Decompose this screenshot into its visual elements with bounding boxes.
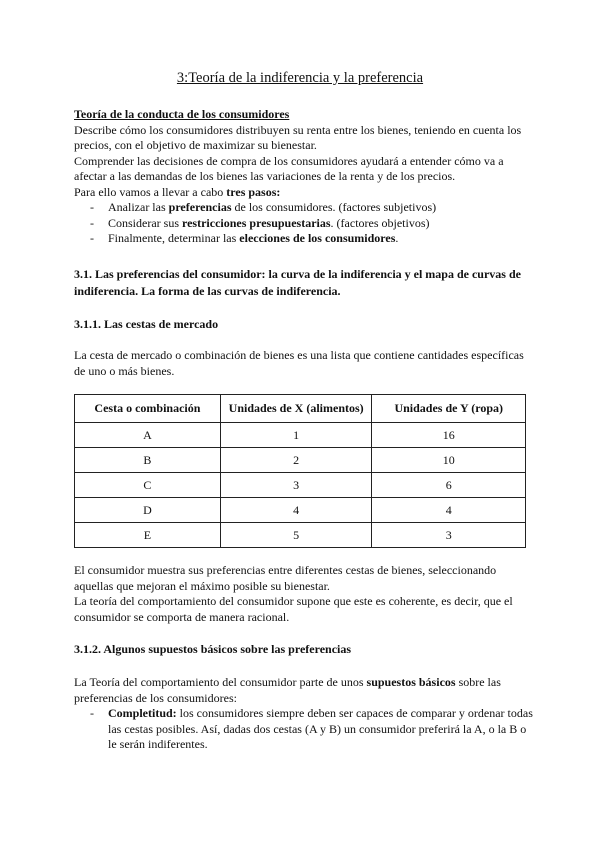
steps-list xyxy=(74,200,536,247)
step-bold: preferencias xyxy=(168,200,232,214)
cell-units-x: 3 xyxy=(220,473,372,498)
section-3-1-2-paragraph xyxy=(74,675,536,706)
list-item xyxy=(74,216,536,232)
table-header-row xyxy=(75,395,526,423)
cell-basket: C xyxy=(75,473,221,498)
step-bold: restricciones presupuestarias xyxy=(182,215,331,230)
cell-units-x: 1 xyxy=(220,423,372,448)
section-3-1-1-body xyxy=(74,348,536,379)
cell-units-y: 3 xyxy=(372,523,526,548)
table-row xyxy=(75,448,526,473)
intro-section xyxy=(74,107,536,247)
cell-units-x: 5 xyxy=(220,523,372,548)
page-title: 3:Teoría de la indiferencia y la preferencia xyxy=(176,70,424,86)
step-text: Analizar las xyxy=(108,200,169,214)
table-row xyxy=(75,473,526,498)
market-baskets-table xyxy=(74,394,526,548)
cell-basket: D xyxy=(75,498,221,523)
list-item xyxy=(74,200,536,216)
step-text: Considerar sus xyxy=(108,215,182,230)
dash-bullet: - xyxy=(90,200,94,214)
section-3-1-1-heading: 3.1.1. Las cestas de mercado xyxy=(74,317,219,331)
cell-basket: A xyxy=(75,423,221,448)
step-text: Finalmente, determinar las xyxy=(108,231,240,245)
paragraph-bold: supuestos básicos xyxy=(366,675,456,689)
section-3-1 xyxy=(74,266,536,300)
cell-basket: E xyxy=(75,523,221,548)
column-header-units-x: Unidades de X (alimentos) xyxy=(220,395,372,423)
assumptions-list xyxy=(74,706,536,753)
assumption-term: Completitud: xyxy=(108,706,177,720)
table-row xyxy=(75,423,526,448)
intro-paragraph-3 xyxy=(74,185,536,201)
step-text-end: . xyxy=(395,231,399,245)
after-table-paragraph-1: El consumidor muestra sus preferencias entre diferentes cestas de bienes, seleccionando aquellas que mejoran el máximo posible su bienestar. xyxy=(74,563,497,593)
cell-units-y: 6 xyxy=(372,473,526,498)
cell-units-y: 10 xyxy=(372,448,526,473)
intro-heading: Teoría de la conducta de los consumidores xyxy=(74,107,290,121)
table-row xyxy=(75,498,526,523)
assumption-text: los consumidores siempre deben ser capaces de comparar y ordenar todas las cestas posibles. Así, dadas dos cestas (A y B) un consumidor preferirá la A, o la B o le serán indiferentes. xyxy=(108,706,533,751)
dash-bullet: - xyxy=(90,215,94,230)
after-table-section xyxy=(74,563,536,625)
cell-units-y: 16 xyxy=(372,423,526,448)
paragraph-text-end: sobre las preferencias de los consumidores: xyxy=(74,675,501,705)
cell-units-x: 2 xyxy=(220,448,372,473)
step-text-end: . (factores objetivos) xyxy=(330,215,430,230)
table-row xyxy=(75,523,526,548)
dash-bullet: - xyxy=(90,706,94,720)
step-bold: elecciones de los consumidores xyxy=(239,231,396,245)
after-table-paragraph-2: La teoría del comportamiento del consumidor supone que este es coherente, es decir, que el consumidor se comporta de manera racional. xyxy=(74,594,513,624)
section-3-1-1-paragraph: La cesta de mercado o combinación de bienes es una lista que contiene cantidades específicas de uno o más bienes. xyxy=(74,348,524,378)
section-3-1-heading: 3.1. Las preferencias del consumidor: la curva de la indiferencia y el mapa de curvas de indiferencia. La forma de las curvas de indiferencia. xyxy=(74,267,521,298)
section-3-1-2-body xyxy=(74,675,536,753)
paragraph-text: La Teoría del comportamiento del consumidor parte de unos xyxy=(74,675,367,689)
cell-units-x: 4 xyxy=(220,498,372,523)
section-3-1-2-heading-block xyxy=(74,642,536,658)
cell-units-y: 4 xyxy=(372,498,526,523)
intro-p3-bold: tres pasos: xyxy=(226,184,281,199)
list-item xyxy=(74,706,536,753)
column-header-basket: Cesta o combinación xyxy=(75,395,221,423)
intro-p3-text: Para ello vamos a llevar a cabo xyxy=(74,184,227,199)
dash-bullet: - xyxy=(90,231,94,245)
intro-paragraph-2: Comprender las decisiones de compra de los consumidores ayudará a entender cómo va a afectar a las demandas de los bienes las variaciones de la renta y de los precios. xyxy=(74,153,504,183)
section-3-1-1-heading-block xyxy=(74,317,536,333)
step-text-end: de los consumidores. (factores subjetivos) xyxy=(231,200,437,214)
intro-paragraph-1: Describe cómo los consumidores distribuyen su renta entre los bienes, teniendo en cuenta los precios, con el objetivo de maximizar su bienestar. xyxy=(74,122,522,152)
section-3-1-2-heading: 3.1.2. Algunos supuestos básicos sobre las preferencias xyxy=(74,642,352,656)
column-header-units-y: Unidades de Y (ropa) xyxy=(372,395,526,423)
cell-basket: B xyxy=(75,448,221,473)
list-item xyxy=(74,231,536,247)
